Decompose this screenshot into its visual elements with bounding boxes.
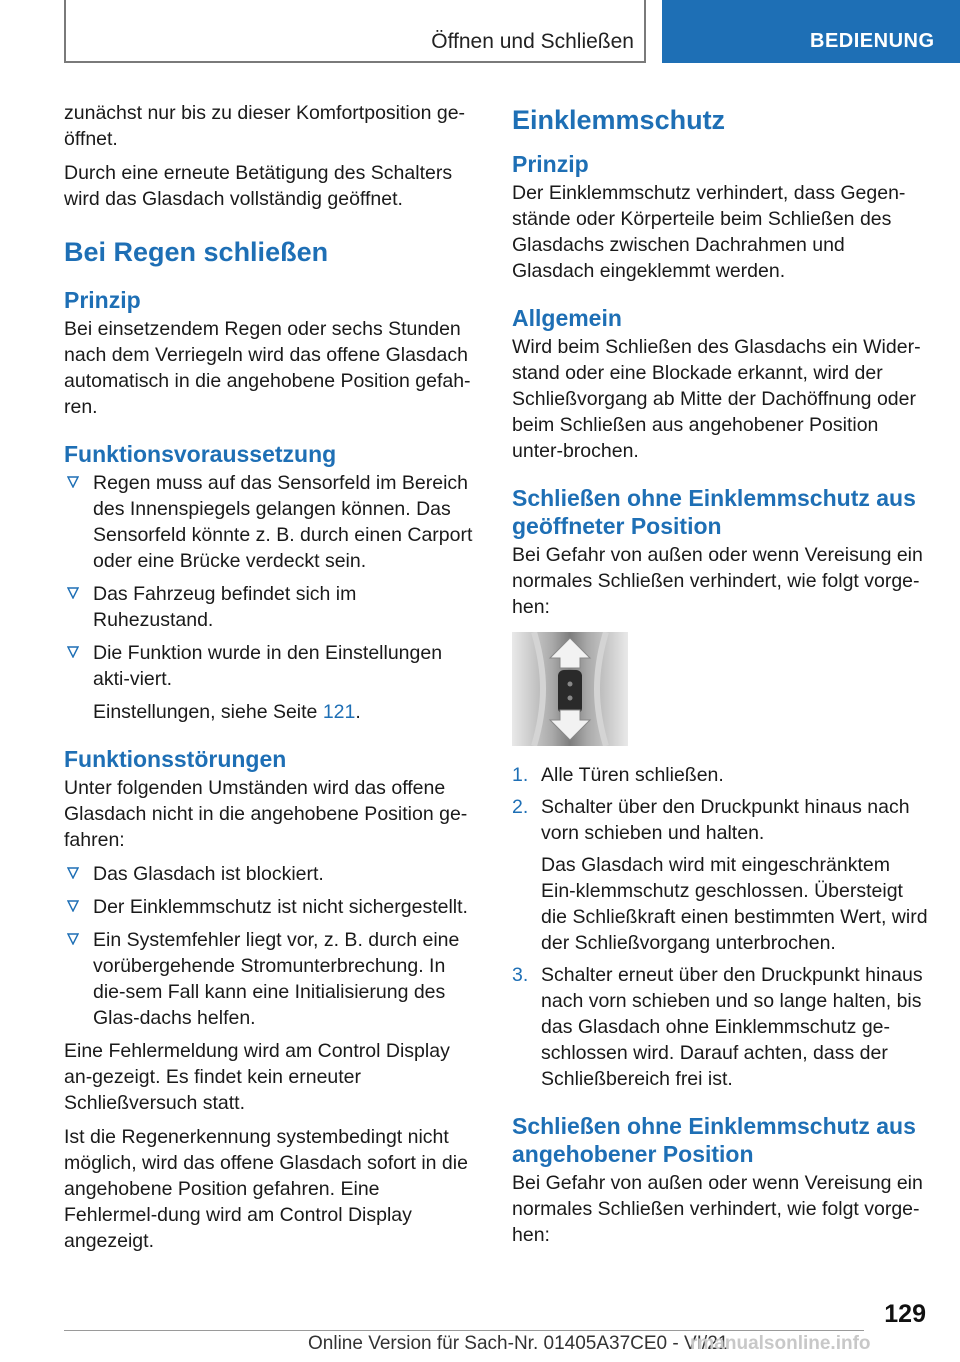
numbered-steps — [512, 762, 930, 1092]
triangle-bullet-icon — [67, 587, 79, 599]
header-section-box — [64, 0, 646, 63]
triangle-bullet-icon — [67, 867, 79, 879]
heading-einklemmschutz: Einklemmschutz — [512, 105, 726, 135]
heading-funktionsvoraussetzung: Funktionsvoraussetzung — [64, 441, 337, 467]
section-title: Öffnen und Schließen — [431, 30, 634, 53]
step-text: Schalter erneut über den Druckpunkt hinaus nach vorn schieben und so lange halten, bis das Glasdach ohne Einklemmschutz ge-schlossen wird. Darauf achten, dass der Schließbereich frei ist. — [541, 964, 923, 1090]
list-item — [64, 581, 476, 633]
list-item — [64, 861, 476, 887]
right-column — [512, 100, 930, 1256]
step-number: 3. — [512, 964, 529, 986]
heading-allgemein: Allgemein — [512, 305, 622, 331]
triangle-bullet-icon — [67, 476, 79, 488]
chapter-tab-label: BEDIENUNG — [810, 30, 935, 52]
roof-switch-illustration — [512, 632, 628, 746]
list-item-text: Das Glasdach ist blockiert. — [93, 863, 324, 885]
paragraph: Ist die Regenerkennung systembedingt nicht möglich, wird das offene Glasdach sofort in die angehobene Position gefahren. Eine Fehlermel-dung wird am Control Display angezeigt. — [64, 1126, 468, 1252]
heading-funktionsstoerungen: Funktionsstörungen — [64, 746, 287, 772]
paragraph: Bei einsetzendem Regen oder sechs Stunden nach dem Verriegeln wird das offene Glasdach automatisch in die angehobene Position gefah-ren. — [64, 318, 471, 418]
list-item — [64, 640, 476, 692]
paragraph: Bei Gefahr von außen oder wenn Vereisung ein normales Schließen verhindert, wie folgt vorge-hen: — [512, 1172, 923, 1246]
list-item — [64, 470, 476, 574]
heading-prinzip: Prinzip — [64, 287, 141, 313]
step-number: 2. — [512, 796, 529, 818]
list-item — [64, 894, 476, 920]
step-item — [512, 794, 930, 956]
triangle-bullet-icon — [67, 646, 79, 658]
heading-close-from-open: Schließen ohne Einklemmschutz aus geöffneter Position — [512, 485, 916, 539]
step-text: Alle Türen schließen. — [541, 764, 724, 786]
settings-reference: Einstellungen, siehe Seite 121. — [93, 701, 361, 723]
paragraph: Unter folgenden Umständen wird das offene Glasdach nicht in die angehobene Position ge-fahren: — [64, 777, 468, 851]
paragraph: Durch eine erneute Betätigung des Schalters wird das Glasdach vollständig geöffnet. — [64, 162, 453, 210]
list-item-text: Die Funktion wurde in den Einstellungen akti-viert. — [93, 642, 443, 690]
paragraph: Der Einklemmschutz verhindert, dass Gegen-stände oder Körperteile beim Schließen des Glasdachs zwischen Dachrahmen und Glasdach eingeklemmt werden. — [512, 182, 906, 282]
settings-reference-text: Einstellungen, siehe Seite — [93, 701, 318, 723]
footer-divider — [64, 1330, 864, 1331]
step-subtext: Das Glasdach wird mit eingeschränktem Ein-klemmschutz geschlossen. Übersteigt die Schließkraft einen bestimmten Wert, wird der Schließvorgang unterbrochen. — [541, 854, 928, 954]
footer-version-text: Online Version für Sach-Nr. 01405A37CE0 - VI/21 — [308, 1333, 729, 1354]
list-item-text: Ein Systemfehler liegt vor, z. B. durch eine vorübergehende Stromunterbrechung. In die-sem Fall kann eine Initialisierung des Glas-dachs helfen. — [93, 929, 460, 1029]
page-number: 129 — [884, 1300, 926, 1328]
list-item-text: Der Einklemmschutz ist nicht sichergestellt. — [93, 896, 468, 918]
triangle-bullet-icon — [67, 900, 79, 912]
list-item-text: Das Fahrzeug befindet sich im Ruhezustand. — [93, 583, 357, 631]
list-item-text: Regen muss auf das Sensorfeld im Bereich des Innenspiegels gelangen können. Das Sensorfeld könnte z. B. durch einen Carport oder eine Brücke verdeckt sein. — [93, 472, 473, 572]
step-text: Schalter über den Druckpunkt hinaus nach vorn schieben und halten. — [541, 796, 910, 844]
paragraph: Wird beim Schließen des Glasdachs ein Wider-stand oder eine Blockade erkannt, wird der Schließvorgang ab Mitte der Dachöffnung oder beim Schließen aus angehobener Position unter-brochen. — [512, 336, 921, 462]
bullet-list — [64, 470, 476, 692]
list-item — [64, 927, 476, 1031]
chapter-tab — [662, 0, 960, 63]
watermark: rmanualsonline.info — [690, 1333, 871, 1354]
heading-prinzip: Prinzip — [512, 151, 589, 177]
left-column — [64, 100, 476, 1262]
paragraph: Bei Gefahr von außen oder wenn Vereisung ein normales Schließen verhindert, wie folgt vorge-hen: — [512, 544, 923, 618]
paragraph: zunächst nur bis zu dieser Komfortposition ge-öffnet. — [64, 102, 466, 150]
step-item — [512, 762, 930, 788]
heading-close-from-raised: Schließen ohne Einklemmschutz aus angehobener Position — [512, 1113, 916, 1167]
page-link[interactable]: 121 — [322, 701, 356, 723]
roof-switch-image — [512, 632, 628, 746]
bullet-list — [64, 861, 476, 1031]
step-item — [512, 962, 930, 1092]
step-number: 1. — [512, 764, 529, 786]
heading-rain-close: Bei Regen schließen — [64, 237, 329, 267]
triangle-bullet-icon — [67, 933, 79, 945]
paragraph: Eine Fehlermeldung wird am Control Display an-gezeigt. Es findet kein erneuter Schließversuch statt. — [64, 1040, 450, 1114]
